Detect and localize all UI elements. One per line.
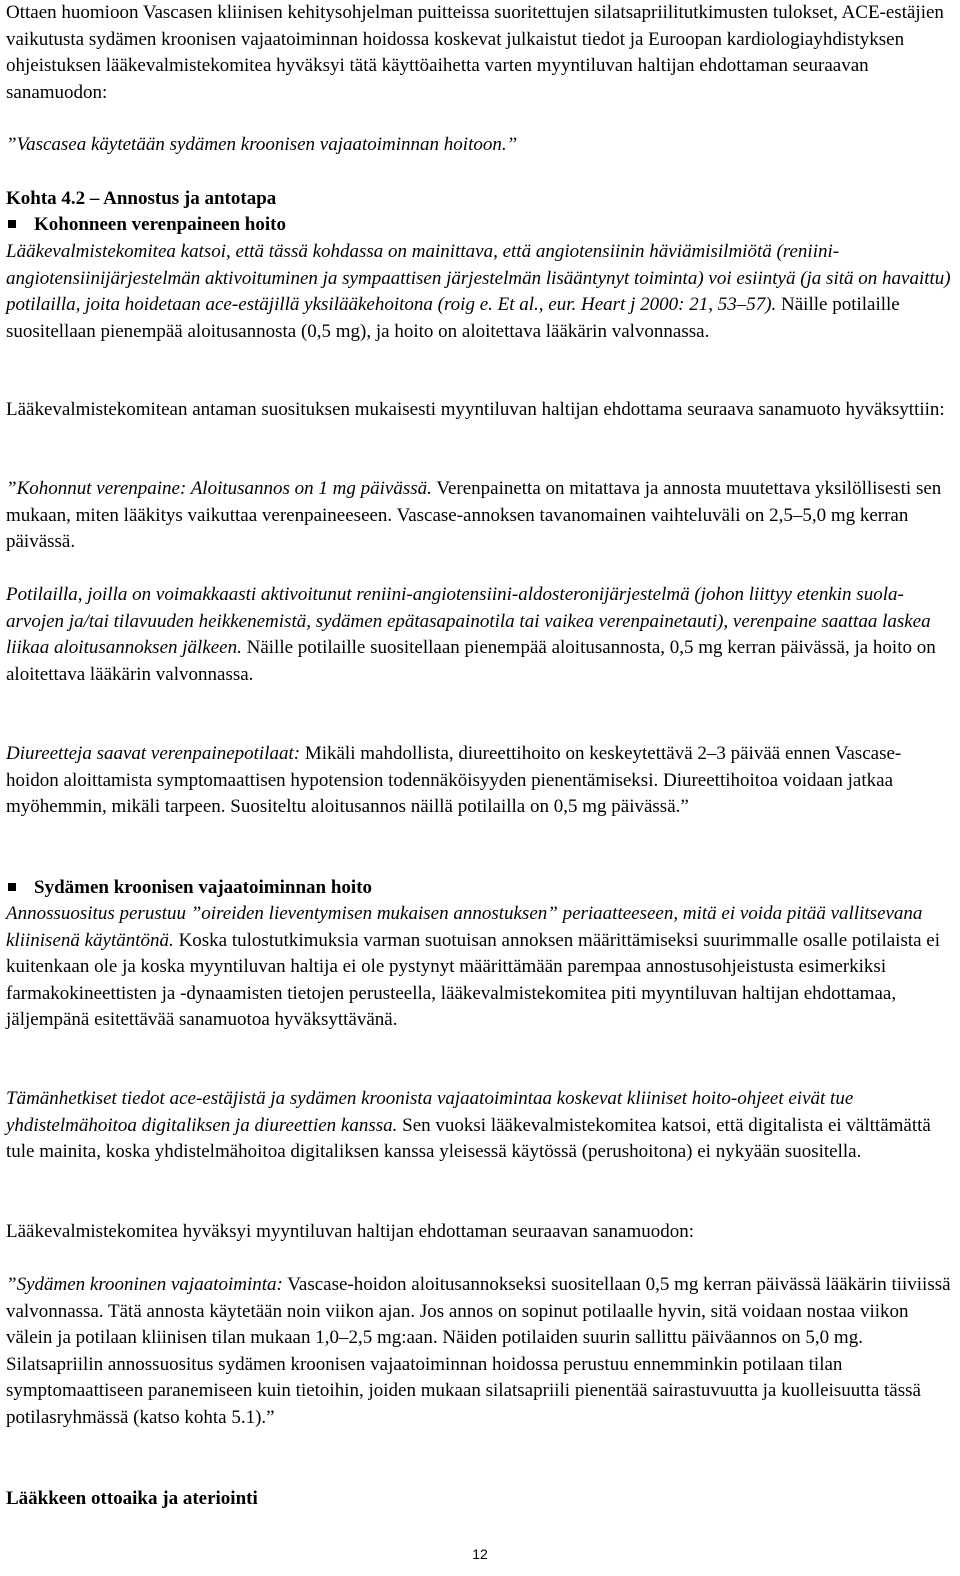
paragraph-dose-recommendation: Annossuositus perustuu ”oireiden lieventymisen mukaisen annostuksen” periaatteeseen, mitä ei voida pitää vallitsevana kliinisenä käytäntönä. Koska tulostutkimuksia varman suotuisan annoksen määrittämiseksi suurimmalle osalle potilaista ei kuitenkaan ole ja koska myyntiluvan haltija ei ole pystynyt määrittämään parempaa annostusohjeistusta esimerkiksi farmakokineettisten ja -dynaamisten tietojen perusteella, lääkevalmistekomitea piti myyntiluvan haltijan ehdottamaa, jäljempänä esitettävää sanamuotoa hyväksyttävänä. <box>6 903 941 1030</box>
section-heading: Kohta 4.2 – Annostus ja antotapa <box>6 188 277 209</box>
paragraph-recommendation: Lääkevalmistekomitean antaman suosituksen mukaisesti myyntiluvan haltijan ehdottama seuraava sanamuoto hyväksyttiin: <box>6 399 945 420</box>
page-number: 12 <box>472 1546 488 1562</box>
bullet-square-icon <box>8 220 16 228</box>
paragraph-diuretics: Diureetteja saavat verenpainepotilaat: Mikäli mahdollista, diureettihoito on keskeytettävä 2–3 päivää ennen Vascase-hoidon aloittamista symptomaattisen hypotension todennäköisyyden pienentämiseksi. Diureettihoitoa voidaan jatkaa myöhemmin, mikäli tarpeen. Suositeltu aloitusannos näillä potilailla on 0,5 mg päivässä.” <box>6 743 902 817</box>
intro-paragraph: Ottaen huomioon Vascasen kliinisen kehitysohjelman puitteissa suoritettujen silatsapriilitutkimusten tulokset, ACE-estäjien vaikutusta sydämen kroonisen vajaatoiminnan hoidossa koskevat julkaistut tiedot ja Euroopan kardiologiayhdistyksen ohjeistuksen lääkevalmistekomitea hyväksyi tätä käyttöaihetta varten myyntiluvan haltijan ehdottaman seuraavan sanamuodon: <box>6 2 944 103</box>
bullet-square-icon <box>8 883 16 891</box>
bullet-heading-hypertension: Kohonneen verenpaineen hoito <box>6 212 951 239</box>
document-page <box>6 0 956 1576</box>
paragraph-approved-wording: Lääkevalmistekomitea hyväksyi myyntiluvan haltijan ehdottaman seuraavan sanamuodon: <box>6 1221 695 1242</box>
paragraph-raas-patients: Potilailla, joilla on voimakkaasti aktivoitunut reniini-angiotensiini-aldosteronijärjestelmä (johon liittyy etenkin suola-arvojen ja/tai tilavuuden heikkenemistä, sydämen epätasapainotila tai vaikea verenpainetauti), verenpaine saattaa laskea liikaa aloitusannoksen jälkeen. Näille potilaille suositellaan pienempää aloitusannosta, 0,5 mg kerran päivässä, ja hoito on aloitettava lääkärin valvonnassa. <box>6 584 936 685</box>
intro-quote: ”Vascasea käytetään sydämen kroonisen vajaatoiminnan hoitoon.” <box>6 134 518 155</box>
paragraph-heart-failure-dose: ”Sydämen krooninen vajaatoiminta: Vascase-hoidon aloitusannokseksi suositellaan 0,5 mg kerran päivässä lääkärin tiiviissä valvonnassa. Tätä annosta käytetään noin viikon ajan. Jos annos on sopinut potilaalle hyvin, sitä voidaan nostaa viikon välein ja potilaan kliinisen tilan mukaan 1,0–2,5 mg:aan. Näiden potilaiden suurin sallittu päiväannos on 5,0 mg. Silatsapriilin annossuositus sydämen kroonisen vajaatoiminnan hoidossa perustuu ennemminkin potilaan tilan symptomaattiseen paranemiseen kuin tietoihin, joiden mukaan silatsapriili pienentää sairastuvuutta ja kuolleisuutta tässä potilasryhmässä (katso kohta 5.1).” <box>6 1274 951 1428</box>
paragraph-angiotensin: Lääkevalmistekomitea katsoi, että tässä kohdassa on mainittava, että angiotensiinin häviämisilmiötä (reniini-angiotensiinijärjestelmän aktivoituminen ja sympaattisen järjestelmän lisääntynyt toiminta) voi esiintyä (ja sitä on havaittu) potilailla, joita hoidetaan ace-estäjillä yksilääkehoitona (roig e. Et al., eur. Heart j 2000: 21, 53–57). Näille potilaille suositellaan pienempää aloitusannosta (0,5 mg), ja hoito on aloitettava lääkärin valvonnassa. <box>6 241 951 342</box>
paragraph-hypertension-dose: ”Kohonnut verenpaine: Aloitusannos on 1 mg päivässä. Verenpainetta on mitattava ja annosta muutettava yksilöllisesti sen mukaan, miten lääkitys vaikuttaa verenpaineeseen. Vascase-annoksen tavanomainen vaihteluväli on 2,5–5,0 mg kerran päivässä. <box>6 478 942 552</box>
final-heading: Lääkkeen ottoaika ja ateriointi <box>6 1488 258 1509</box>
paragraph-digitalis: Tämänhetkiset tiedot ace-estäjistä ja sydämen kroonista vajaatoimintaa koskevat kliiniset hoito-ohjeet eivät tue yhdistelmähoitoa digitaliksen ja diureettien kanssa. Sen vuoksi lääkevalmistekomitea katsoi, että digitalista ei välttämättä tule mainita, koska yhdistelmähoitoa digitaliksen kanssa yleisessä käytössä (perushoitona) ei nykyään suositella. <box>6 1088 931 1162</box>
bullet-heading-heart-failure: Sydämen kroonisen vajaatoiminnan hoito <box>6 875 951 902</box>
